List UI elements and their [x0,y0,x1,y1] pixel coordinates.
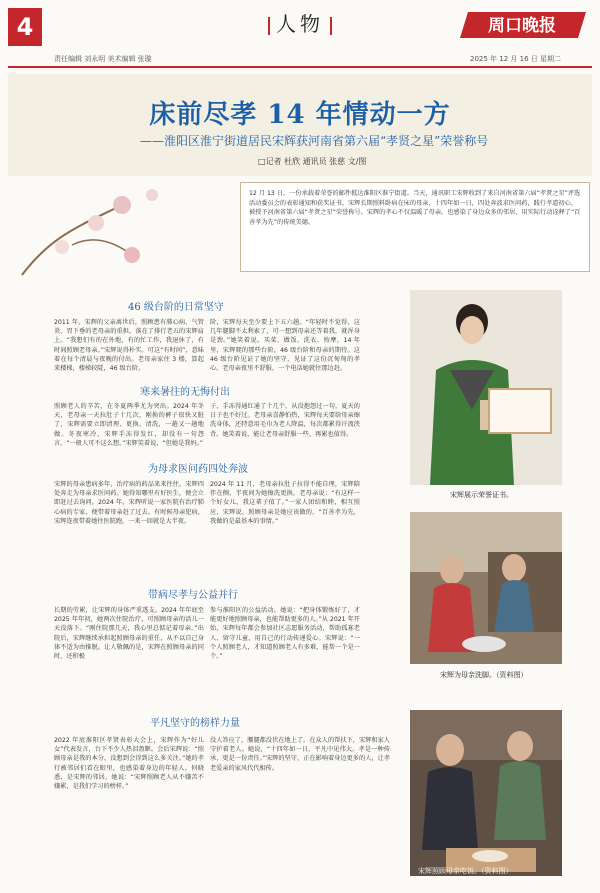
section-heading-5: 平凡坚守的榜样力量 [150,718,240,729]
page-number: 4 [8,8,42,46]
lead-paragraph: 12 月 13 日，一份承载着荣誉的邮件抵达淮阳区淮宁街道。当天，通讯职工宋辉收到了来自河南省第六届“孝贤之星”评选活动委员会的表彰通知和获奖证书。宋辉长期照料卧病在床的母亲，十四年如一日，四处奔波求医问药，践行孝道初心，被授予河南省第六届“孝贤之星”荣誉称号。宋辉的孝心不仅温暖了母亲，也感染了身边众多的邻居，用实际行动诠释了“百善孝为先”的传统美德。 [240,182,590,272]
section-title [250,8,350,37]
staff-credits: 责任编辑 刘永明 美术编辑 张璇 [54,55,152,63]
caption-certificate: 宋辉展示荣誉证书。 [450,491,513,499]
newspaper-logo [458,10,588,40]
issue-date: 2025 年 12 月 16 日 星期二 [470,55,561,63]
section-heading-2: 寒来暑往的无悔付出 [140,387,230,398]
subheadline: ——淮阳区淮宁街道居民宋辉获河南省第六届“孝贤之星”荣誉称号 [140,134,489,148]
headline: 床前尽孝 14 年情动一方 [149,100,451,130]
byline: □记者 杜欣 通讯员 张慈 文/图 [258,157,367,166]
photo-feeding [410,710,562,876]
section-2-text-right: 子，手冻得通红通了十几个，从没抱怨过一句。夏天的日子也不好过。老母亲喜静怕热，宋辉每天要给母亲擦洗身体，还特意用毛巾为老人降温，每次都累得汗流浃背。她笑着说，能让老母亲舒服一些，再累也值得。 [210,403,360,438]
photo-washing-feet [410,512,562,664]
section-3-text-right: 2024 年 11 月，老母亲拉肚子拉得不能自理，宋辉陪伴在侧，半夜间为她擦洗更换。老母亲说：“有这样一个好女儿，我这辈子值了。”一家人团结和睦，相互照应，宋辉说，照顾母亲是她应该做的，“百善孝为先，我做的是最基本的事情。” [210,481,360,525]
section-label: 人物 [276,12,324,36]
section-heading-1: 46 级台阶的日常坚守 [128,302,224,313]
section-4-text-right: 参与淮阳区的公益活动。她说：“把身体锻炼好了，才能更好地照顾母亲，也能帮助更多的人。”从 2021 年开始，宋辉每年都会参加社区志愿服务活动，帮助孤寡老人、留守儿童，用自己的行动传递爱心。宋辉说：“一个人照顾老人，才知道照顾老人有多难，能帮一个是一个。” [210,607,360,661]
section-heading-4: 带病尽孝与公益并行 [148,590,238,601]
section-heading-3: 为母求医问药四处奔波 [148,464,248,475]
section-1-text-right: 阶，宋辉每天至少要上下五六趟。“年轻时不觉得，这几年腿脚不太利索了，可一想到母亲还等着我，就浑身是劲。”她笑着说。买菜、做饭、洗衣、按摩，14 年里，宋辉爬的那些台阶，46 级台阶和母亲的期待。这 46 级台阶见证了她的坚守，见证了这份沉甸甸的孝心。老母亲夜里不舒服，一个电话她就往那边赶。 [210,319,360,373]
feeding-scene [410,710,562,876]
caption-feeding: 宋辉照顾母亲吃饭。（资料图） [418,867,513,875]
flower-decoration [12,165,232,285]
section-2-text-left: 照顾老人的辛苦，在冬夏两季尤为突出。2024 年冬天，老母亲一天拉肚子十几次，刚换的裤子很快又脏了，宋辉需要立即清理、更换、清洗，一趟又一趟地做。冬夜寒冷，宋辉手冻得发红，却没有一句怨言。“一般人可不这么想。”宋辉笑着说，“但她是我妈。” [54,403,204,447]
caption-washing-feet: 宋辉为母亲洗脚。（资料图） [440,671,528,679]
logo-text: 周口晚报 [488,16,556,36]
section-4-text-left: 长期的劳累，让宋辉的身体严重透支。2024 年年底至 2025 年年初，她两次住院治疗，可照顾母亲的活儿一天没落下。“刚住院那几天，我心里总惦记着母亲。”出院后，宋辉继续承担起照顾母亲的重任，从不以自己身体不适为由推脱。让人敬佩的是，宋辉在照顾母亲的同时，还积极 [54,607,204,661]
section-3-text-left: 宋辉的母亲患病多年，治疗病的药品来来往往，宋辉四处奔走为母亲求医问药。她得知哪里有好医生，便会立即赶过去询问。2024 年，宋辉听说一家医院有治疗肺心病的专家，便带着母亲赶了过去。有时候母亲犯病，宋辉连夜带着她往医院跑，一来一回就是大半夜。 [54,481,204,525]
section-5-text-left: 2022 年底淮阳区孝贤表彰大会上，宋辉作为“好儿女”代表发言，台下不少人热泪盈眶。会后宋辉说：“照顾母亲是我的本分，没想到会得到这么多关注。”她的孝行被邻居们看在眼里，也感染着身边的年轻人。何晓悉，是宋辉的邻居，她说：“宋辉照顾老人从不嫌苦不嫌累，是我们学习的榜样。” [54,737,204,791]
section-5-text-right: 没人答应了，腰腿都没伏在地上了。在众人的帮扶下，宋辉和家人守护着老人。她说，“十四年如一日，平凡中见伟大。孝是一种传承，更是一份责任。”宋辉的坚守，正在影响着身边更多的人，让孝老爱亲的家风代代相传。 [210,737,390,772]
washing-scene [410,512,562,664]
section-1-text-left: 2011 年，宋辉的父亲离世后，照顾患有肺心病、气管炎、胃下垂的老母亲的重担，落在了排行老五的宋辉肩上。“我想们有的在外地，有的忙工作，我退休了，有时间照顾老母亲。”宋辉说得朴实。可这“有时间”，意味着在每个清晨与夜晚的付出。老母亲家住 3 楼，算起来楼梯，楼梯较陡，46 级台阶。 [54,319,204,373]
header-rule [8,66,592,68]
honor-certificate [488,388,552,434]
